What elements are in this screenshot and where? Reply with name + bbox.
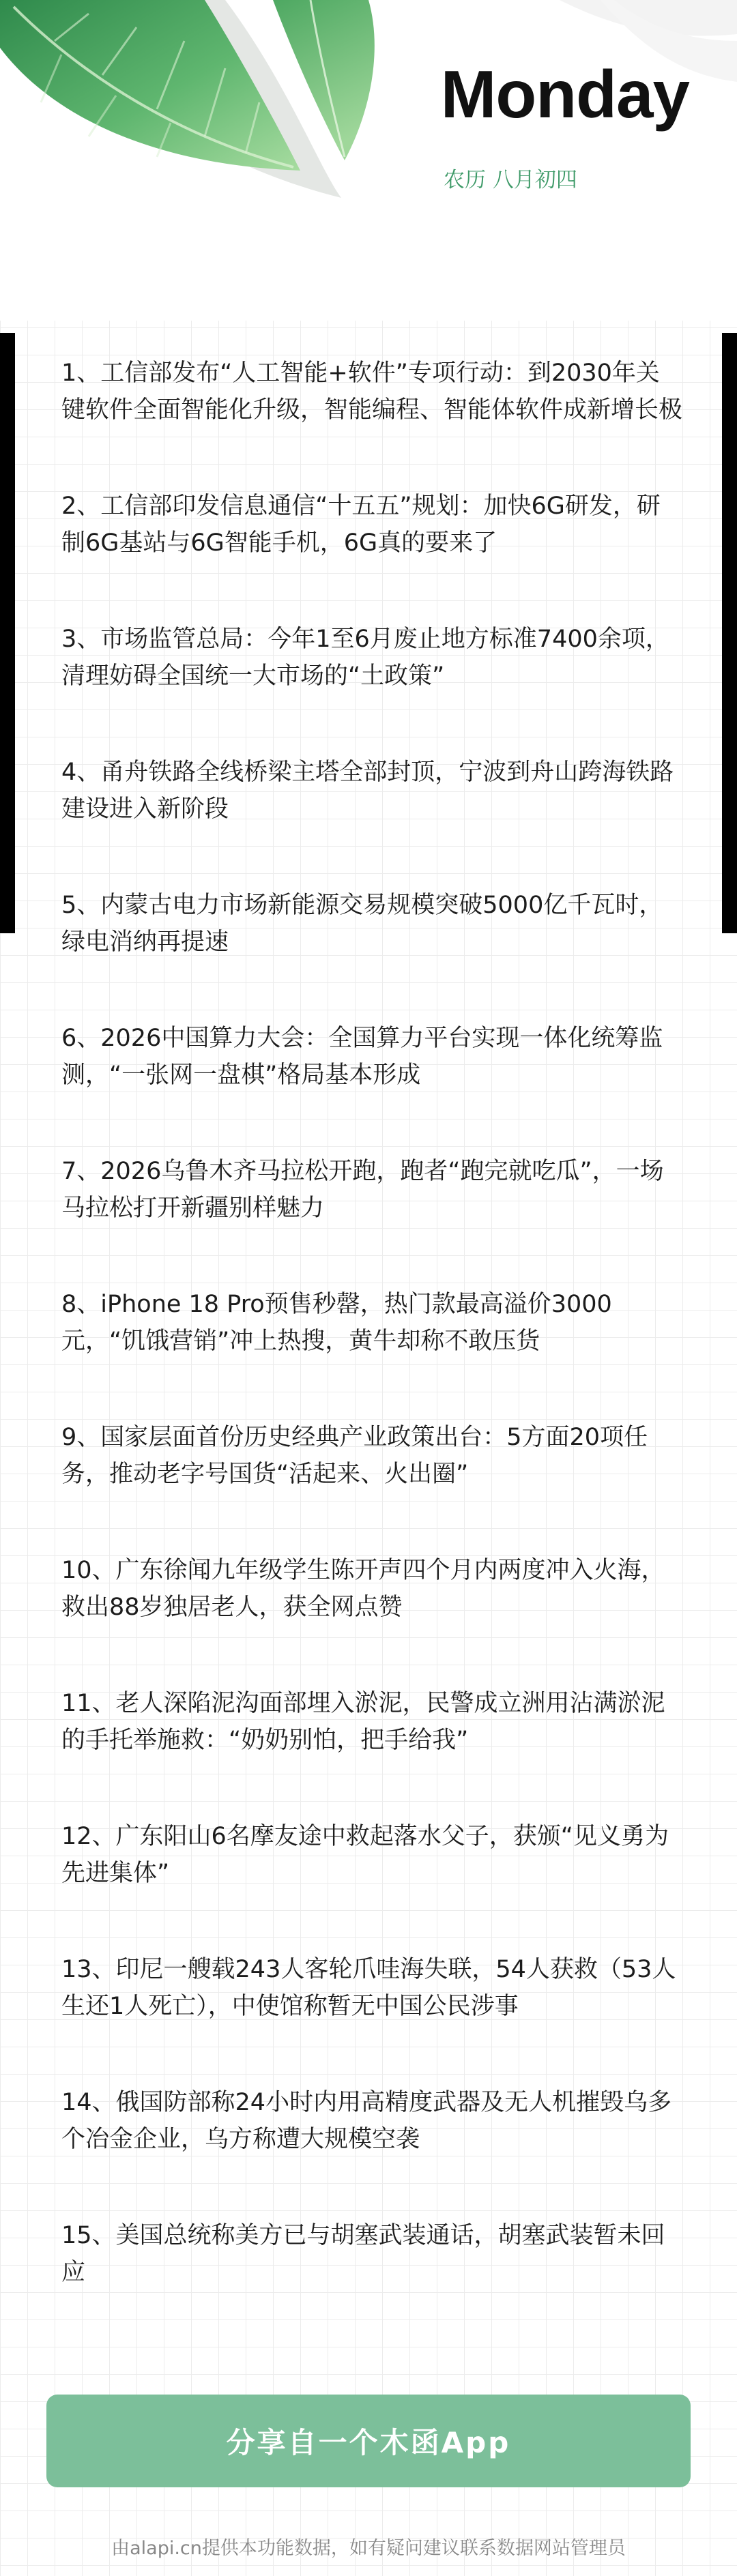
news-item: 2、工信部印发信息通信“十五五”规划：加快6G研发，研制6G基站与6G智能手机，6G真的要来了 <box>61 493 661 557</box>
news-item: 15、美国总统称美方已与胡塞武装通话，胡塞武装暂未回应 <box>61 2222 665 2286</box>
news-item: 11、老人深陷泥沟面部埋入淤泥，民警成立洲用沾满淤泥的手托举施救：“奶奶别怕，把手给我” <box>61 1690 665 1754</box>
lunar-date: 农历 八月初四 <box>444 168 577 192</box>
news-item: 6、2026中国算力大会：全国算力平台实现一体化统筹监测，“一张网一盘棋”格局基本形成 <box>61 1025 663 1089</box>
news-item: 13、印尼一艘载243人客轮爪哇海失联，54人获救（53人生还1人死亡），中使馆称暂无中国公民涉事 <box>61 1956 676 2020</box>
share-button[interactable]: 分享自一个木函App <box>46 2395 691 2487</box>
news-item: 8、iPhone 18 Pro预售秒罄，热门款最高溢价3000元，“饥饿营销”冲上热搜，黄牛却称不敢压货 <box>61 1291 612 1355</box>
leaf-illustration <box>0 0 737 321</box>
header <box>0 0 737 321</box>
news-item: 14、俄国防部称24小时内用高精度武器及无人机摧毁乌多个冶金企业，乌方称遭大规模空袭 <box>61 2089 672 2153</box>
day-title: Monday <box>440 57 689 132</box>
news-item: 4、甬舟铁路全线桥梁主塔全部封顶，宁波到舟山跨海铁路建设进入新阶段 <box>61 759 674 823</box>
news-item: 3、市场监管总局：今年1至6月废止地方标准7400余项，清理妨碍全国统一大市场的“土政策” <box>61 626 669 690</box>
footer-note: 由alapi.cn提供本功能数据，如有疑问建议联系数据网站管理员 <box>111 2538 626 2559</box>
news-item: 12、广东阳山6名摩友途中救起落水父子，获颁“见义勇为先进集体” <box>61 1823 669 1887</box>
news-item: 7、2026乌鲁木齐马拉松开跑，跑者“跑完就吃瓜”，一场马拉松打开新疆别样魅力 <box>61 1158 664 1222</box>
news-item: 10、广东徐闻九年级学生陈开声四个月内两度冲入火海，救出88岁独居老人，获全网点赞 <box>61 1557 665 1621</box>
news-item: 1、工信部发布“人工智能+软件”专项行动：到2030年关键软件全面智能化升级，智能编程、智能体软件成新增长极 <box>61 360 683 424</box>
news-list <box>61 355 682 2350</box>
right-edge-bar <box>722 333 737 933</box>
news-item: 9、国家层面首份历史经典产业政策出台：5方面20项任务，推动老字号国货“活起来、火出圈” <box>61 1424 648 1488</box>
left-edge-bar <box>0 333 15 933</box>
news-item: 5、内蒙古电力市场新能源交易规模突破5000亿千瓦时，绿电消纳再提速 <box>61 892 663 956</box>
